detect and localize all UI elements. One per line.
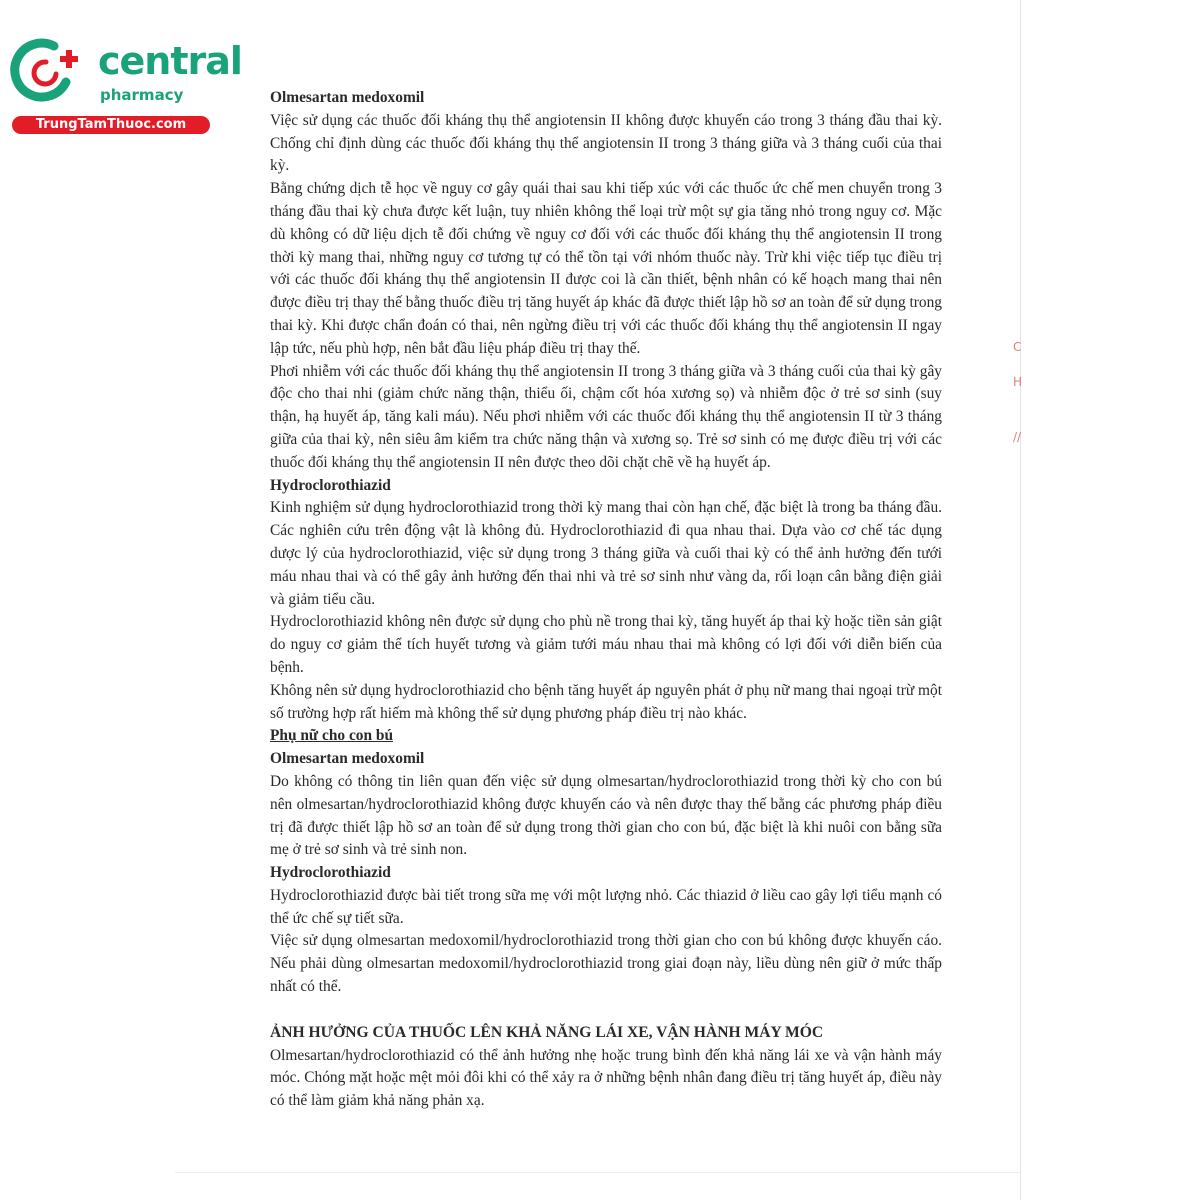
stamp-mark: C (1013, 340, 1022, 354)
section-heading-driving: ẢNH HƯỞNG CỦA THUỐC LÊN KHẢ NĂNG LÁI XE, VẬN HÀNH MÁY MÓC (270, 1023, 824, 1041)
stamp-mark: H (1013, 375, 1023, 389)
paragraph: Việc sử dụng olmesartan medoxomil/hydroclorothiazid trong thời gian cho con bú không được khuyến cáo. Nếu phải dùng olmesartan medoxomil/hydroclorothiazid trong giai đoạn này, liều dùng nên giữ ở mức thấp nhất có thể. (270, 932, 942, 996)
paragraph: Phơi nhiễm với các thuốc đối kháng thụ thể angiotensin II trong 3 tháng giữa và 3 tháng cuối của thai kỳ gây độc cho thai nhi (giảm chức năng thận, thiểu ối, chậm cốt hóa xương sọ) và nhiễm độc ở trẻ sơ sinh (suy thận, hạ huyết áp, tăng kali máu). Nếu phơi nhiễm với các thuốc đối kháng thụ thể angiotensin II từ 3 tháng giữa của thai kỳ, nên siêu âm kiểm tra chức năng thận và xương sọ. Trẻ sơ sinh có mẹ được điều trị với các thuốc đối kháng thụ thể angiotensin II nên được theo dõi chặt chẽ về hạ huyết áp. (270, 362, 942, 471)
paragraph: Bằng chứng dịch tễ học về nguy cơ gây quái thai sau khi tiếp xúc với các thuốc ức chế men chuyển trong 3 tháng đầu thai kỳ chưa được kết luận, tuy nhiên không thể loại trừ một sự gia tăng nhỏ trong nguy cơ. Mặc dù không có dữ liệu dịch tễ đối chứng về nguy cơ đối với các thuốc đối kháng thụ thể angiotensin II trong thời kỳ mang thai, những nguy cơ tương tự có thể tồn tại với nhóm thuốc này. Trừ khi việc tiếp tục điều trị với các thuốc đối kháng thụ thể angiotensin II được coi là cần thiết, bệnh nhân có kế hoạch mang thai nên được điều trị thay thế bằng thuốc điều trị tăng huyết áp khác đã được thiết lập hồ sơ an toàn để sử dụng trong thai kỳ. Khi được chẩn đoán có thai, nên ngừng điều trị với các thuốc đối kháng thụ thể angiotensin II ngay lập tức, nếu phù hợp, nên bắt đầu liệu pháp điều trị thay thế. (270, 180, 942, 357)
central-pharmacy-logo[interactable] (10, 36, 242, 136)
paragraph: Hydroclorothiazid được bài tiết trong sữa mẹ với một lượng nhỏ. Các thiazid ở liều cao gây lợi tiểu mạnh có thể ức chế sự tiết sữa. (270, 886, 942, 927)
document-body (270, 87, 942, 1113)
paragraph: Kinh nghiệm sử dụng hydroclorothiazid trong thời kỳ mang thai còn hạn chế, đặc biệt là trong ba tháng đầu. Các nghiên cứu trên động vật là không đủ. Hydroclorothiazid đi qua nhau thai. Dựa vào cơ chế tác dụng dược lý của hydroclorothiazid, việc sử dụng trong 3 tháng giữa và cuối thai kỳ có thể ảnh hưởng đến tưới máu nhau thai và có thể gây ảnh hưởng đến thai nhi và trẻ sơ sinh như vàng da, rối loạn cân bằng điện giải và giảm tiểu cầu. (270, 499, 942, 608)
page-edge (1020, 0, 1021, 1200)
stamp-mark: // (1013, 430, 1022, 444)
paragraph: Olmesartan/hydroclorothiazid có thể ảnh hưởng nhẹ hoặc trung bình đến khả năng lái xe và vận hành máy móc. Chóng mặt hoặc mệt mỏi đôi khi có thể xảy ra ở những bệnh nhân đang điều trị tăng huyết áp, điều này có thể làm giảm khả năng phản xạ. (270, 1046, 942, 1110)
subheading-hydroclorothiazid: Hydroclorothiazid (270, 476, 391, 494)
paragraph: Hydroclorothiazid không nên được sử dụng cho phù nề trong thai kỳ, tăng huyết áp thai kỳ hoặc tiền sản giật do nguy cơ giảm thể tích huyết tương và giảm tưới máu nhau thai mà không có lợi đối với diễn biến của bệnh. (270, 613, 942, 676)
logo-subtitle: pharmacy (100, 86, 184, 104)
logo-url-badge[interactable]: TrungTamThuoc.com (12, 116, 210, 134)
subheading-olmesartan: Olmesartan medoxomil (270, 750, 425, 768)
page-bottom-edge (175, 1172, 1020, 1173)
section-heading-breastfeeding: Phụ nữ cho con bú (270, 727, 393, 745)
subheading-hydroclorothiazid: Hydroclorothiazid (270, 864, 391, 882)
logo-c-cross-icon (10, 36, 90, 104)
paragraph: Không nên sử dụng hydroclorothiazid cho bệnh tăng huyết áp nguyên phát ở phụ nữ mang thai ngoại trừ một số trường hợp rất hiếm mà không thể sử dụng phương pháp điều trị nào khác. (270, 681, 942, 722)
stamp-marks (1005, 300, 1035, 470)
paragraph: Do không có thông tin liên quan đến việc sử dụng olmesartan/hydroclorothiazid trong thời kỳ cho con bú nên olmesartan/hydroclorothiazid không được khuyến cáo và nên được thay thế bằng các phương pháp điều trị đã được thiết lập hồ sơ an toàn để sử dụng trong thời gian cho con bú, đặc biệt là khi nuôi con bằng sữa mẹ ở trẻ sơ sinh và trẻ sinh non. (270, 772, 942, 859)
subheading-olmesartan: Olmesartan medoxomil (270, 89, 425, 106)
logo-name: central (98, 39, 242, 83)
paragraph: Việc sử dụng các thuốc đối kháng thụ thể angiotensin II không được khuyến cáo trong 3 tháng đầu thai kỳ. Chống chỉ định dùng các thuốc đối kháng thụ thể angiotensin II trong 3 tháng giữa và 3 tháng cuối của thai kỳ. (270, 111, 942, 175)
